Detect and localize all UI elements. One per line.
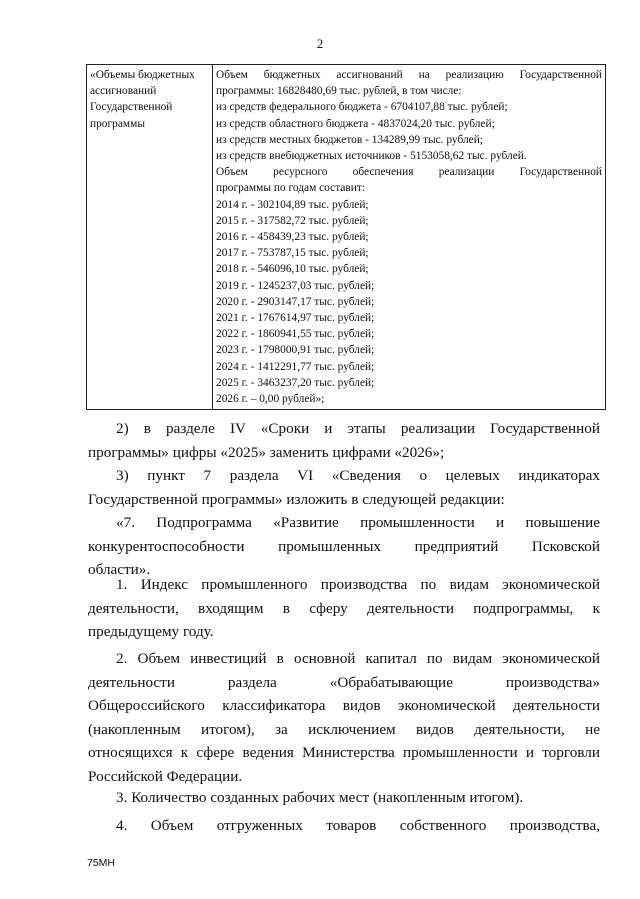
funding-source: из средств федерального бюджета - 6704107,88 тыс. рублей; <box>216 101 508 114</box>
table-label: «Объемы бюджетных ассигнований Государственной программы <box>90 69 195 130</box>
paragraph-subprogram-7 <box>88 511 600 582</box>
year-amount: 2016 г. - 458439,23 тыс. рублей; <box>216 231 369 244</box>
table-label-cell <box>87 65 213 410</box>
year-amount: 2022 г. - 1860941,55 тыс. рублей; <box>216 328 375 341</box>
text-line: (накопленным итогом), за исключением видов деятельности, не <box>88 720 600 738</box>
year-amount: 2019 г. - 1245237,03 тыс. рублей; <box>216 279 375 292</box>
text-line: относящихся к сфере ведения Министерства промышленности и торговли <box>88 744 600 761</box>
budget-intro-line: программы: 16828480,69 тыс. рублей, в том числе: <box>216 85 462 98</box>
funding-source: из средств внебюджетных источников - 5153058,62 тыс. рублей. <box>216 150 527 163</box>
text-line: предыдущему году. <box>88 623 214 640</box>
text-line: 3) пункт 7 раздела VI «Сведения о целевых индикаторах <box>116 467 600 484</box>
year-amount: 2014 г. - 302104,89 тыс. рублей; <box>216 198 369 211</box>
text-line: деятельности раздела «Обрабатывающие производства» <box>88 673 600 691</box>
text-line: области». <box>88 561 151 578</box>
budget-table <box>86 64 606 410</box>
text-line: Общероссийского классификатора видов экономической деятельности <box>88 697 600 714</box>
text-line: 2. Объем инвестиций в основной капитал по видам экономической <box>116 650 600 667</box>
year-amount: 2024 г. - 1412291,77 тыс. рублей; <box>216 360 375 373</box>
table-value-cell <box>213 65 606 410</box>
text-line: 2) в разделе IV «Сроки и этапы реализации Государственной <box>116 420 600 437</box>
indicator-2 <box>88 647 600 788</box>
years-intro-line: программы по годам составит: <box>216 182 366 195</box>
text-line: конкурентоспособности промышленных предприятий Псковской <box>88 537 600 555</box>
text-line: 4. Объем отгруженных товаров собственного производства, <box>116 817 600 834</box>
table-row <box>87 65 606 410</box>
text-line: Государственной программы» изложить в следующей редакции: <box>88 490 505 508</box>
indicator-4 <box>88 814 600 838</box>
text-line: «7. Подпрограмма «Развитие промышленности и повышение <box>116 514 600 531</box>
text-line: деятельности, входящим в сферу деятельности подпрограммы, к <box>88 599 600 617</box>
text-line: программы» цифры «2025» заменить цифрами «2026»; <box>88 443 445 461</box>
year-amount: 2021 г. - 1767614,97 тыс. рублей; <box>216 312 375 325</box>
year-amount: 2015 г. - 317582,72 тыс. рублей; <box>216 214 369 227</box>
funding-source: из средств областного бюджета - 4837024,20 тыс. рублей; <box>216 117 495 130</box>
year-amount: 2025 г. - 3463237,20 тыс. рублей; <box>216 376 375 389</box>
year-amount: 2017 г. - 753787,15 тыс. рублей; <box>216 247 369 260</box>
funding-source: из средств местных бюджетов - 134289,99 тыс. рублей; <box>216 133 483 146</box>
year-amount: 2023 г. - 1798000,91 тыс. рублей; <box>216 344 375 357</box>
footer-code: 75МН <box>87 857 116 869</box>
year-amount: 2020 г. - 2903147,17 тыс. рублей; <box>216 295 375 308</box>
paragraph-section-iv <box>88 417 600 464</box>
years-intro-line: Объем ресурсного обеспечения реализации Государственной <box>216 166 602 179</box>
text-line: 1. Индекс промышленного производства по видам экономической <box>116 576 600 593</box>
paragraph-section-vi <box>88 464 600 511</box>
year-amount: 2026 г. – 0,00 рублей»; <box>216 393 325 406</box>
year-amount: 2018 г. - 546096,10 тыс. рублей; <box>216 263 369 276</box>
indicator-1 <box>88 573 600 644</box>
text-line: Российской Федерации. <box>88 767 243 785</box>
indicator-3 <box>88 786 600 810</box>
text-line: 3. Количество созданных рабочих мест (накопленным итогом). <box>116 789 524 806</box>
page-number: 2 <box>316 36 324 51</box>
budget-intro-line: Объем бюджетных ассигнований на реализацию Государственной <box>216 69 602 81</box>
